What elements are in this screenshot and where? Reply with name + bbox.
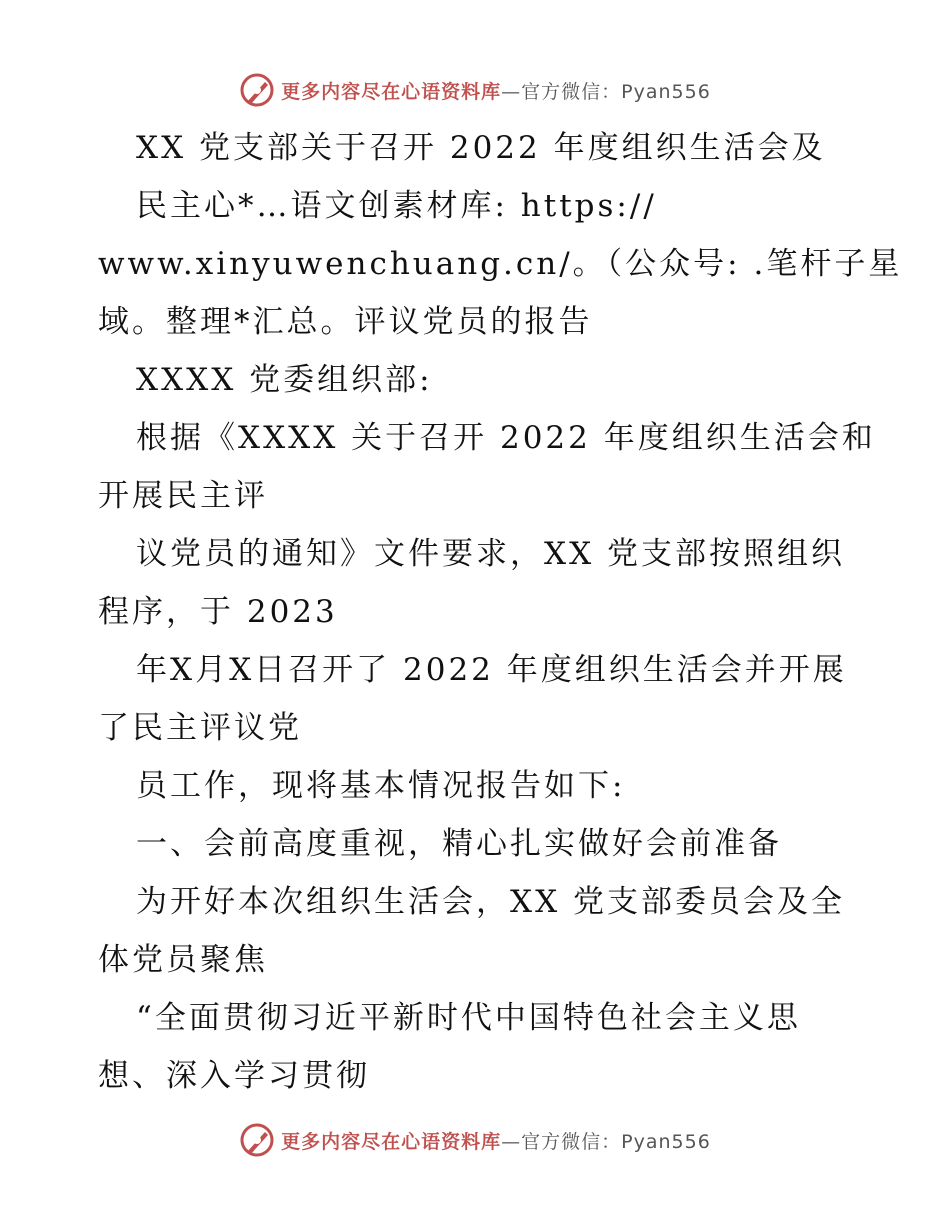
paragraph-line: 员工作，现将基本情况报告如下:: [136, 768, 626, 804]
banner-wechat-text: 官方微信：Pyan556: [521, 80, 711, 103]
paragraph-line: 体党员聚焦: [98, 942, 268, 978]
section-heading: 一、会前高度重视，精心扎实做好会前准备: [136, 826, 782, 862]
addressee-line: XXXX 党委组织部:: [136, 362, 433, 398]
title-line-2: 民主心*…语文创素材库: https://: [136, 188, 657, 224]
paragraph-line: 为开好本次组织生活会，XX 党支部委员会及全: [136, 884, 845, 920]
banner-main-text: 更多内容尽在心语资料库: [281, 80, 502, 103]
paragraph-line: 了民主评议党: [98, 710, 302, 746]
paragraph-line: 根据《XXXX 关于召开 2022 年度组织生活会和: [136, 420, 876, 456]
pen-logo-icon: [239, 1122, 275, 1158]
paragraph-line: 程序，于 2023: [98, 594, 338, 630]
title-line-3: www.xinyuwenchuang.cn/。（公众号: .笔杆子星: [98, 246, 903, 282]
paragraph-line: “全面贯彻习近平新时代中国特色社会主义思: [136, 1000, 801, 1036]
banner-separator: —: [501, 80, 522, 103]
paragraph-line: 开展民主评: [98, 478, 268, 514]
title-line-1: XX 党支部关于召开 2022 年度组织生活会及: [136, 130, 826, 166]
banner-wechat-text: 官方微信：Pyan556: [521, 1130, 711, 1153]
title-line-4: 域。整理*汇总。评议党员的报告: [98, 304, 593, 340]
footer-banner: [0, 1120, 950, 1160]
banner-separator: —: [501, 1130, 522, 1153]
paragraph-line: 议党员的通知》文件要求，XX 党支部按照组织: [136, 536, 845, 572]
paragraph-line: 想、深入学习贯彻: [98, 1058, 370, 1094]
banner-main-text: 更多内容尽在心语资料库: [281, 1130, 502, 1153]
paragraph-line: 年X月X日召开了 2022 年度组织生活会并开展: [136, 652, 847, 688]
